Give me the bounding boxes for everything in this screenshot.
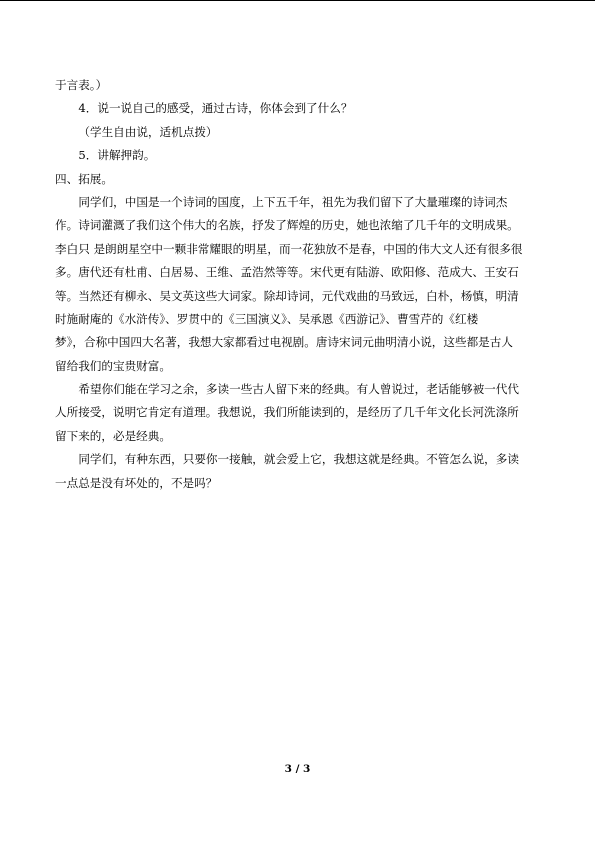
text-line: 多。唐代还有杜甫、白居易、王维、孟浩然等等。宋代更有陆游、欧阳修、范成大、王安石 [55, 265, 519, 280]
text-line: 4．说一说自己的感受，通过古诗，你体会到了什么？ [78, 101, 353, 116]
text-line: 一点总是没有坏处的，不是吗？ [55, 475, 218, 490]
text-line: 时施耐庵的《水浒传》、罗贯中的《三国演义》、吴承恩《西游记》、曹雪芹的《红楼 [55, 311, 479, 326]
page-number: 3 / 3 [284, 763, 311, 775]
text-line: 同学们，中国是一个诗词的国度，上下五千年，祖先为我们留下了大量璀璨的诗词杰 [78, 194, 508, 209]
text-line: （学生自由说，适机点拨） [78, 124, 218, 139]
text-line: 5．讲解押韵。 [78, 148, 156, 163]
header-rule [0, 0, 595, 1]
text-line: 梦》，合称中国四大名著，我想大家都看过电视剧。唐诗宋词元曲明清小说，这些都是古人 [55, 335, 513, 350]
text-line: 留给我们的宝贵财富。 [55, 358, 171, 373]
text-line: 等。当然还有柳永、吴文英这些大词家。除却诗词，元代戏曲的马致远，白朴，杨慎，明清 [55, 288, 519, 303]
text-line: 留下来的，必是经典。 [55, 428, 171, 443]
section-heading: 四、拓展。 [55, 171, 113, 186]
text-line: 同学们，有种东西，只要你一接触，就会爱上它，我想这就是经典。不管怎么说，多读 [78, 452, 519, 467]
text-line: 作。诗词灌溉了我们这个伟大的名族，抒发了辉煌的历史，她也浓缩了几千年的文明成果。 [55, 218, 519, 233]
text-line: 李白只 是朗朗星空中一颗非常耀眼的明星，而一花独放不是春，中国的伟大文人还有很多很 [55, 241, 523, 256]
document-body [55, 74, 545, 495]
text-line: 希望你们能在学习之余，多读一些古人留下来的经典。有人曾说过，老话能够被一代代 [78, 382, 519, 397]
text-line: 于言表。） [55, 78, 108, 92]
text-line: 人所接受，说明它肯定有道理。我想说，我们所能读到的，是经历了几千年文化长河洗涤所 [55, 405, 519, 420]
